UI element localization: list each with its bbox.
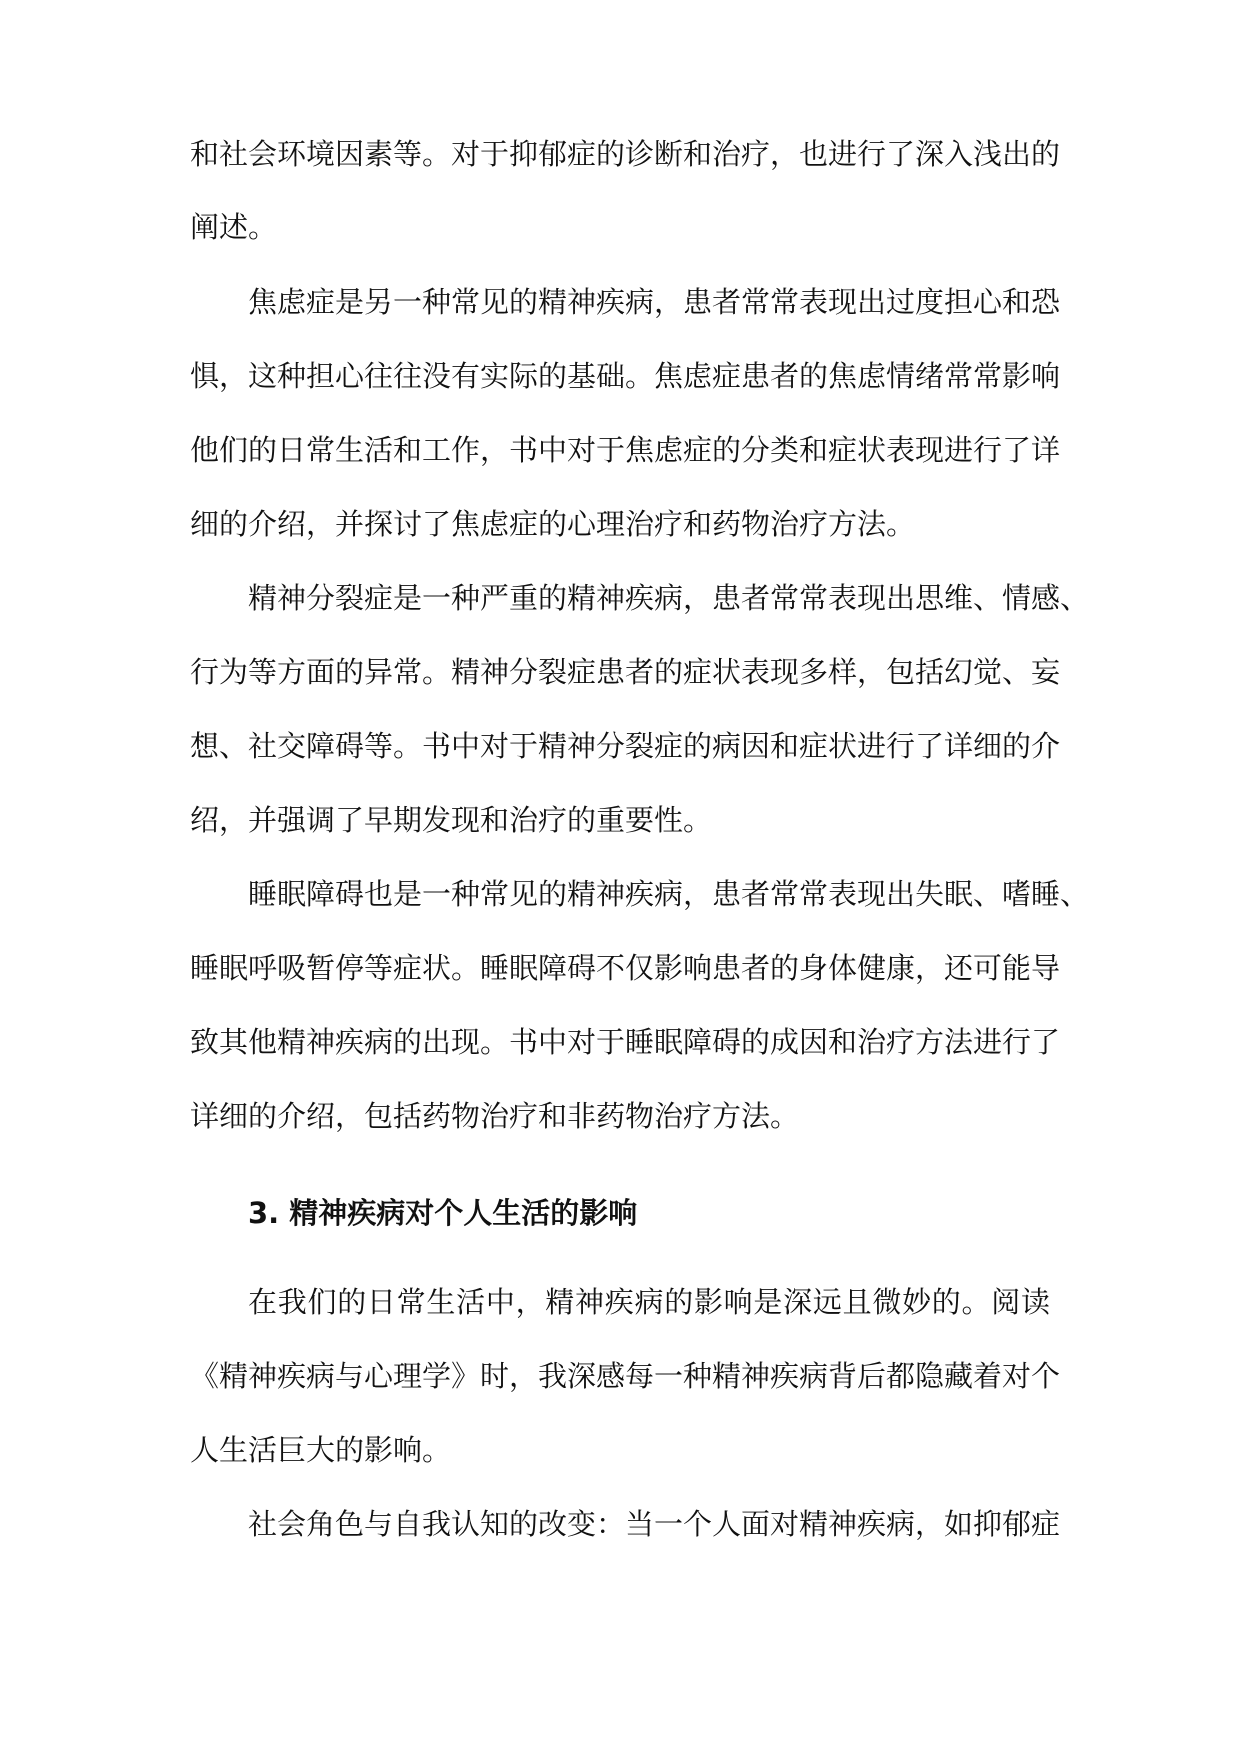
paragraph-line: 焦虑症是另一种常见的精神疾病，患者常常表现出过度担心和恐 [248, 285, 1061, 319]
paragraph-line: 社会角色与自我认知的改变：当一个人面对精神疾病，如抑郁症 [248, 1507, 1061, 1541]
paragraph-line: 在我们的日常生活中，精神疾病的影响是深远且微妙的。阅读 [248, 1285, 1050, 1319]
section-heading: 3. 精神疾病对个人生活的影响 [248, 1196, 638, 1230]
paragraph-line: 他们的日常生活和工作，书中对于焦虑症的分类和症状表现进行了详 [190, 433, 1061, 467]
paragraph-line: 详细的介绍，包括药物治疗和非药物治疗方法。 [190, 1099, 800, 1133]
paragraph-line: 绍，并强调了早期发现和治疗的重要性。 [190, 803, 713, 837]
paragraph-line: 睡眠障碍也是一种常见的精神疾病，患者常常表现出失眠、嗜睡、 [248, 877, 1090, 911]
paragraph-line: 和社会环境因素等。对于抑郁症的诊断和治疗，也进行了深入浅出的 [190, 137, 1061, 171]
paragraph-line: 致其他精神疾病的出现。书中对于睡眠障碍的成因和治疗方法进行了 [190, 1025, 1061, 1059]
paragraph-line: 精神分裂症是一种严重的精神疾病，患者常常表现出思维、情感、 [248, 581, 1090, 615]
paragraph-line: 惧，这种担心往往没有实际的基础。焦虑症患者的焦虑情绪常常影响 [190, 359, 1061, 393]
paragraph-line: 睡眠呼吸暂停等症状。睡眠障碍不仅影响患者的身体健康，还可能导 [190, 951, 1061, 985]
paragraph-line: 人生活巨大的影响。 [190, 1433, 452, 1467]
paragraph-line: 想、社交障碍等。书中对于精神分裂症的病因和症状进行了详细的介 [190, 729, 1061, 763]
paragraph-line: 细的介绍，并探讨了焦虑症的心理治疗和药物治疗方法。 [190, 507, 916, 541]
paragraph-line: 行为等方面的异常。精神分裂症患者的症状表现多样，包括幻觉、妄 [190, 655, 1061, 689]
paragraph-line: 阐述。 [190, 210, 278, 244]
paragraph-line: 《精神疾病与心理学》时，我深感每一种精神疾病背后都隐藏着对个 [190, 1359, 1061, 1393]
